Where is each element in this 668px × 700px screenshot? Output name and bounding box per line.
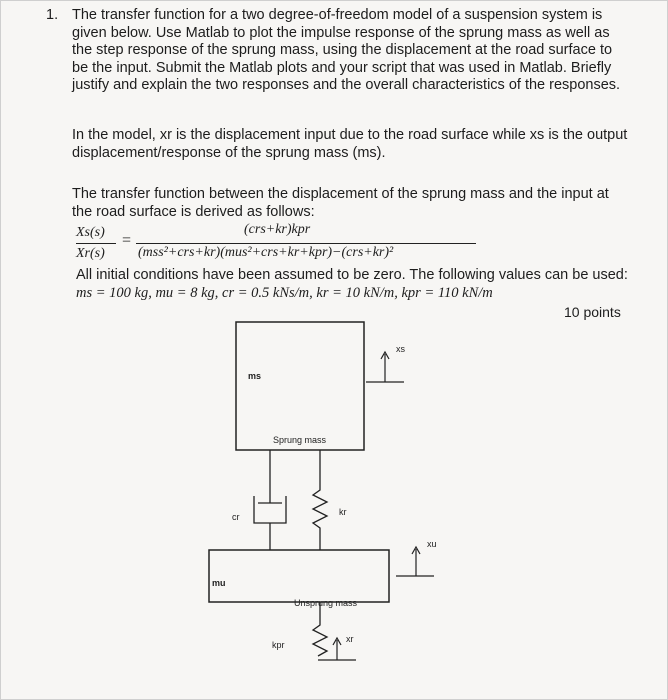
question-paragraph-2: In the model, xr is the displacement input due to the road surface while xs is the output displacement/response of the sprung mass (ms). <box>72 127 628 161</box>
sprung-mass-label: Sprung mass <box>273 435 327 445</box>
question-paragraph-3: The transfer function between the displacement of the sprung mass and the input at the road surface is derived as follows: <box>72 186 609 220</box>
lhs-numerator: Xs(s) <box>76 225 105 240</box>
question-paragraph-1: The transfer function for a two degree-of-freedom model of a suspension system is given below. Use Matlab to plot the impulse response of the sprung mass as well as the step response of the sprung mass, using the displacement at the road surface to be the input. Submit the Matlab plots and your script that was used in Matlab. Briefly justify and explain the two responses and the overall characteristics of the responses. <box>72 7 621 93</box>
xs-label: xs <box>396 344 405 354</box>
equals-sign: = <box>122 232 132 249</box>
damper-label: cr <box>232 512 240 522</box>
rhs-numerator: (crs+kr)kpr <box>244 222 311 237</box>
question-number: 1. <box>46 7 59 23</box>
spring-kr <box>313 450 327 550</box>
sprung-mass-symbol: ms <box>248 371 262 381</box>
parameter-values: ms = 100 kg, mu = 8 kg, cr = 0.5 kNs/m, kr = 10 kN/m, kpr = 110 kN/m <box>76 285 493 301</box>
xr-label: xr <box>346 634 354 644</box>
xu-label: xu <box>427 539 437 549</box>
lhs-denominator: Xr(s) <box>76 246 105 261</box>
points-label: 10 points <box>564 304 621 320</box>
spring-kpr <box>313 602 327 656</box>
unsprung-mass-label: Unsprung mass <box>294 598 358 608</box>
initial-conditions-text: All initial conditions have been assumed to be zero. The following values can be used: <box>76 267 628 283</box>
tire-spring-label: kpr <box>272 640 285 650</box>
sprung-mass-block <box>236 322 364 450</box>
unsprung-mass-symbol: mu <box>212 578 226 588</box>
rhs-denominator: (mss²+crs+kr)(mus²+crs+kr+kpr)−(crs+kr)² <box>138 245 394 260</box>
unsprung-mass-block <box>209 550 389 602</box>
spring-kr-label: kr <box>339 507 347 517</box>
